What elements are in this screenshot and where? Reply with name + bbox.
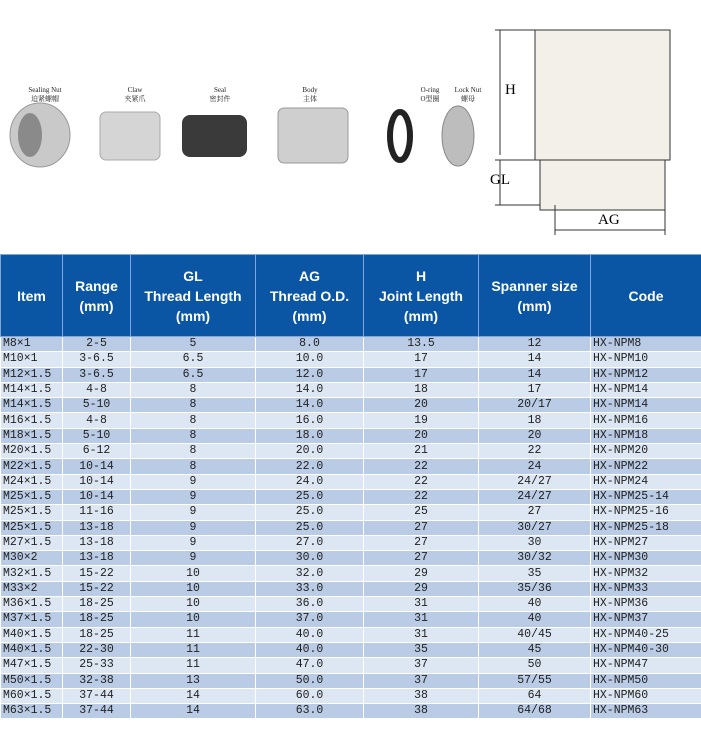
table-cell: 15-22 [63,581,131,596]
table-cell: 11 [131,658,256,673]
table-cell: 9 [131,520,256,535]
table-cell: M25×1.5 [1,520,63,535]
table-row [1,658,701,673]
table-cell: 14 [131,688,256,703]
table-cell: 29 [364,566,479,581]
table-cell: 40 [479,597,591,612]
table-cell: 10.0 [256,352,364,367]
column-header [364,255,479,337]
table-cell: M63×1.5 [1,704,63,719]
table-cell: 37-44 [63,704,131,719]
table-cell: HX-NPM47 [591,658,701,673]
table-cell: HX-NPM10 [591,352,701,367]
table-row [1,444,701,459]
lock-nut-shape [442,106,474,166]
header-line: Code [628,287,664,304]
table-cell: 13 [131,673,256,688]
table-cell: 9 [131,551,256,566]
table-cell: 18-25 [63,612,131,627]
table-cell: 5-10 [63,398,131,413]
table-cell: HX-NPM30 [591,551,701,566]
table-cell: 32-38 [63,673,131,688]
table-cell: 14 [131,704,256,719]
table-row [1,597,701,612]
table-cell: M50×1.5 [1,673,63,688]
table-cell: 17 [364,352,479,367]
table-cell: HX-NPM32 [591,566,701,581]
part-name-cn: 迫紧螺帽 [31,95,59,103]
table-cell: HX-NPM37 [591,612,701,627]
table-row [1,382,701,397]
header-line: Item [17,287,46,304]
table-row [1,673,701,688]
table-cell: HX-NPM27 [591,535,701,550]
header-line: Joint Length [379,287,463,304]
table-row [1,612,701,627]
table-row [1,337,701,352]
table-cell: 27 [364,551,479,566]
table-row [1,642,701,657]
table-cell: 11 [131,642,256,657]
table-cell: 25.0 [256,489,364,504]
dimension-h-label: H [505,82,516,98]
table-cell: 31 [364,612,479,627]
table-cell: HX-NPM33 [591,581,701,596]
table-row [1,352,701,367]
table-cell: 35 [364,642,479,657]
column-header [479,255,591,337]
exploded-parts-drawing [0,0,701,250]
table-cell: 27.0 [256,535,364,550]
header-line: Range [75,277,118,294]
table-cell: 14 [479,352,591,367]
table-cell: 40/45 [479,627,591,642]
table-cell: 50.0 [256,673,364,688]
part-name-en: O-ring [420,86,440,94]
table-cell: 15-22 [63,566,131,581]
table-cell: HX-NPM40-30 [591,642,701,657]
table-cell: 31 [364,627,479,642]
table-cell: 20 [364,428,479,443]
table-cell: HX-NPM24 [591,474,701,489]
table-cell: M47×1.5 [1,658,63,673]
table-cell: HX-NPM16 [591,413,701,428]
table-cell: 13-18 [63,551,131,566]
table-cell: 37 [364,673,479,688]
header-line: AG [299,267,320,284]
table-cell: M16×1.5 [1,413,63,428]
table-cell: 6.5 [131,367,256,382]
table-cell: 11-16 [63,505,131,520]
table-cell: M24×1.5 [1,474,63,489]
table-cell: HX-NPM50 [591,673,701,688]
part-name-cn: O型圈 [420,95,440,103]
product-illustration [0,0,701,250]
table-cell: 63.0 [256,704,364,719]
table-cell: 12 [479,337,591,352]
table-cell: M36×1.5 [1,597,63,612]
table-cell: 60.0 [256,688,364,703]
part-name-en: Body [302,86,318,94]
table-cell: 35 [479,566,591,581]
column-header [131,255,256,337]
part-name-cn: 主体 [303,95,317,103]
table-cell: 14.0 [256,398,364,413]
seal-shape [182,115,247,157]
table-cell: 25 [364,505,479,520]
table-cell: 40.0 [256,627,364,642]
table-cell: M14×1.5 [1,382,63,397]
table-cell: 21 [364,444,479,459]
table-cell: M20×1.5 [1,444,63,459]
table-row [1,535,701,550]
table-cell: 18.0 [256,428,364,443]
table-cell: 22-30 [63,642,131,657]
table-cell: HX-NPM22 [591,459,701,474]
table-cell: HX-NPM18 [591,428,701,443]
table-cell: 20/17 [479,398,591,413]
header-line: H [415,267,427,284]
table-cell: M37×1.5 [1,612,63,627]
table-cell: 29 [364,581,479,596]
table-cell: 3-6.5 [63,352,131,367]
table-cell: 3-6.5 [63,367,131,382]
table-row [1,520,701,535]
table-row [1,428,701,443]
table-cell: 30 [479,535,591,550]
table-cell: 25-33 [63,658,131,673]
table-cell: 6.5 [131,352,256,367]
table-cell: 20 [364,398,479,413]
table-cell: 40.0 [256,642,364,657]
table-cell: HX-NPM25-18 [591,520,701,535]
table-row [1,398,701,413]
table-cell: 45 [479,642,591,657]
table-cell: 30.0 [256,551,364,566]
header-line: (mm) [79,297,114,314]
table-cell: M25×1.5 [1,505,63,520]
table-cell: 40 [479,612,591,627]
header-line: Thread Length [144,287,242,304]
table-cell: 25.0 [256,520,364,535]
table-cell: 57/55 [479,673,591,688]
part-name-en: Lock Nut [454,86,482,94]
table-cell: 22.0 [256,459,364,474]
table-cell: 14.0 [256,382,364,397]
table-cell: 33.0 [256,581,364,596]
table-cell: 20 [479,428,591,443]
table-cell: HX-NPM20 [591,444,701,459]
table-row [1,627,701,642]
table-cell: 20.0 [256,444,364,459]
header-line: Spanner size [491,277,578,294]
table-cell: 24/27 [479,474,591,489]
table-cell: HX-NPM14 [591,398,701,413]
table-cell: 10 [131,597,256,612]
header-line: Thread O.D. [269,287,350,304]
o-ring-shape [390,112,410,160]
table-cell: 22 [364,459,479,474]
table-cell: 2-5 [63,337,131,352]
table-row [1,413,701,428]
part-name-cn: 夹紧爪 [124,95,146,103]
table-cell: 8 [131,444,256,459]
column-header [1,255,63,337]
part-name-en: Claw [127,86,143,94]
table-row [1,704,701,719]
table-cell: 13-18 [63,520,131,535]
table-cell: M22×1.5 [1,459,63,474]
table-cell: 16.0 [256,413,364,428]
table-cell: 64/68 [479,704,591,719]
table-cell: 8 [131,459,256,474]
table-cell: 22 [364,474,479,489]
table-cell: M18×1.5 [1,428,63,443]
header-line: (mm) [403,307,439,324]
table-row [1,367,701,382]
table-cell: M25×1.5 [1,489,63,504]
table-row [1,688,701,703]
table-cell: M14×1.5 [1,398,63,413]
table-row [1,581,701,596]
table-row [1,489,701,504]
table-cell: 10-14 [63,474,131,489]
table-cell: M40×1.5 [1,642,63,657]
table-cell: M40×1.5 [1,627,63,642]
part-name-en: Sealing Nut [28,86,62,94]
table-cell: 8 [131,428,256,443]
table-cell: 13-18 [63,535,131,550]
table-cell: 37-44 [63,688,131,703]
table-cell: 38 [364,704,479,719]
table-cell: 27 [364,520,479,535]
table-cell: 47.0 [256,658,364,673]
table-cell: 50 [479,658,591,673]
table-cell: 10 [131,612,256,627]
column-header [256,255,364,337]
dimension-ag-label: AG [598,212,620,228]
table-cell: 9 [131,474,256,489]
table-cell: 24 [479,459,591,474]
table-cell: 38 [364,688,479,703]
table-cell: 37 [364,658,479,673]
table-cell: 10 [131,581,256,596]
part-name-cn: 螺母 [461,95,475,103]
table-cell: 8.0 [256,337,364,352]
table-cell: 27 [364,535,479,550]
table-cell: M33×2 [1,581,63,596]
table-cell: HX-NPM40-25 [591,627,701,642]
table-row [1,505,701,520]
table-cell: 5-10 [63,428,131,443]
table-cell: 24.0 [256,474,364,489]
dimension-gl-label: GL [490,172,510,188]
table-cell: M27×1.5 [1,535,63,550]
claw-shape [100,112,160,160]
table-cell: M60×1.5 [1,688,63,703]
table-cell: 30/32 [479,551,591,566]
table-cell: 18 [479,413,591,428]
table-cell: M12×1.5 [1,367,63,382]
table-cell: 8 [131,382,256,397]
table-cell: 22 [364,489,479,504]
table-cell: 5 [131,337,256,352]
table-cell: 17 [479,382,591,397]
table-cell: 11 [131,627,256,642]
table-cell: HX-NPM25-16 [591,505,701,520]
table-cell: 24/27 [479,489,591,504]
table-cell: HX-NPM60 [591,688,701,703]
table-cell: M32×1.5 [1,566,63,581]
body-shape [278,108,348,163]
table-cell: 30/27 [479,520,591,535]
table-cell: 9 [131,505,256,520]
table-cell: HX-NPM36 [591,597,701,612]
column-header [63,255,131,337]
table-cell: 17 [364,367,479,382]
table-cell: HX-NPM25-14 [591,489,701,504]
spec-table [0,254,701,719]
table-cell: 4-8 [63,413,131,428]
header-line: (mm) [175,307,211,324]
header-line: (mm) [517,297,552,314]
table-cell: 64 [479,688,591,703]
table-cell: HX-NPM14 [591,382,701,397]
table-row [1,566,701,581]
table-cell: 36.0 [256,597,364,612]
table-cell: 18-25 [63,597,131,612]
table-cell: M8×1 [1,337,63,352]
table-cell: HX-NPM12 [591,367,701,382]
table-cell: 4-8 [63,382,131,397]
table-cell: 18 [364,382,479,397]
table-row [1,551,701,566]
table-cell: 9 [131,535,256,550]
table-cell: 12.0 [256,367,364,382]
table-cell: M30×2 [1,551,63,566]
table-cell: 31 [364,597,479,612]
table-cell: M10×1 [1,352,63,367]
table-cell: 14 [479,367,591,382]
table-cell: HX-NPM8 [591,337,701,352]
table-cell: HX-NPM63 [591,704,701,719]
table-cell: 18-25 [63,627,131,642]
table-cell: 10-14 [63,489,131,504]
table-cell: 25.0 [256,505,364,520]
table-cell: 9 [131,489,256,504]
table-cell: 22 [479,444,591,459]
table-cell: 10 [131,566,256,581]
table-cell: 8 [131,413,256,428]
table-cell: 6-12 [63,444,131,459]
table-cell: 35/36 [479,581,591,596]
table-cell: 10-14 [63,459,131,474]
table-cell: 8 [131,398,256,413]
table-cell: 27 [479,505,591,520]
table-cell: 32.0 [256,566,364,581]
header-line: GL [183,267,203,284]
table-cell: 13.5 [364,337,479,352]
table-cell: 37.0 [256,612,364,627]
table-row [1,459,701,474]
table-cell: 19 [364,413,479,428]
dimension-drawing [495,30,670,235]
part-name-en: Seal [213,86,227,94]
column-header [591,255,701,337]
header-line: (mm) [292,307,327,324]
part-name-cn: 密封件 [209,95,231,103]
table-row [1,474,701,489]
